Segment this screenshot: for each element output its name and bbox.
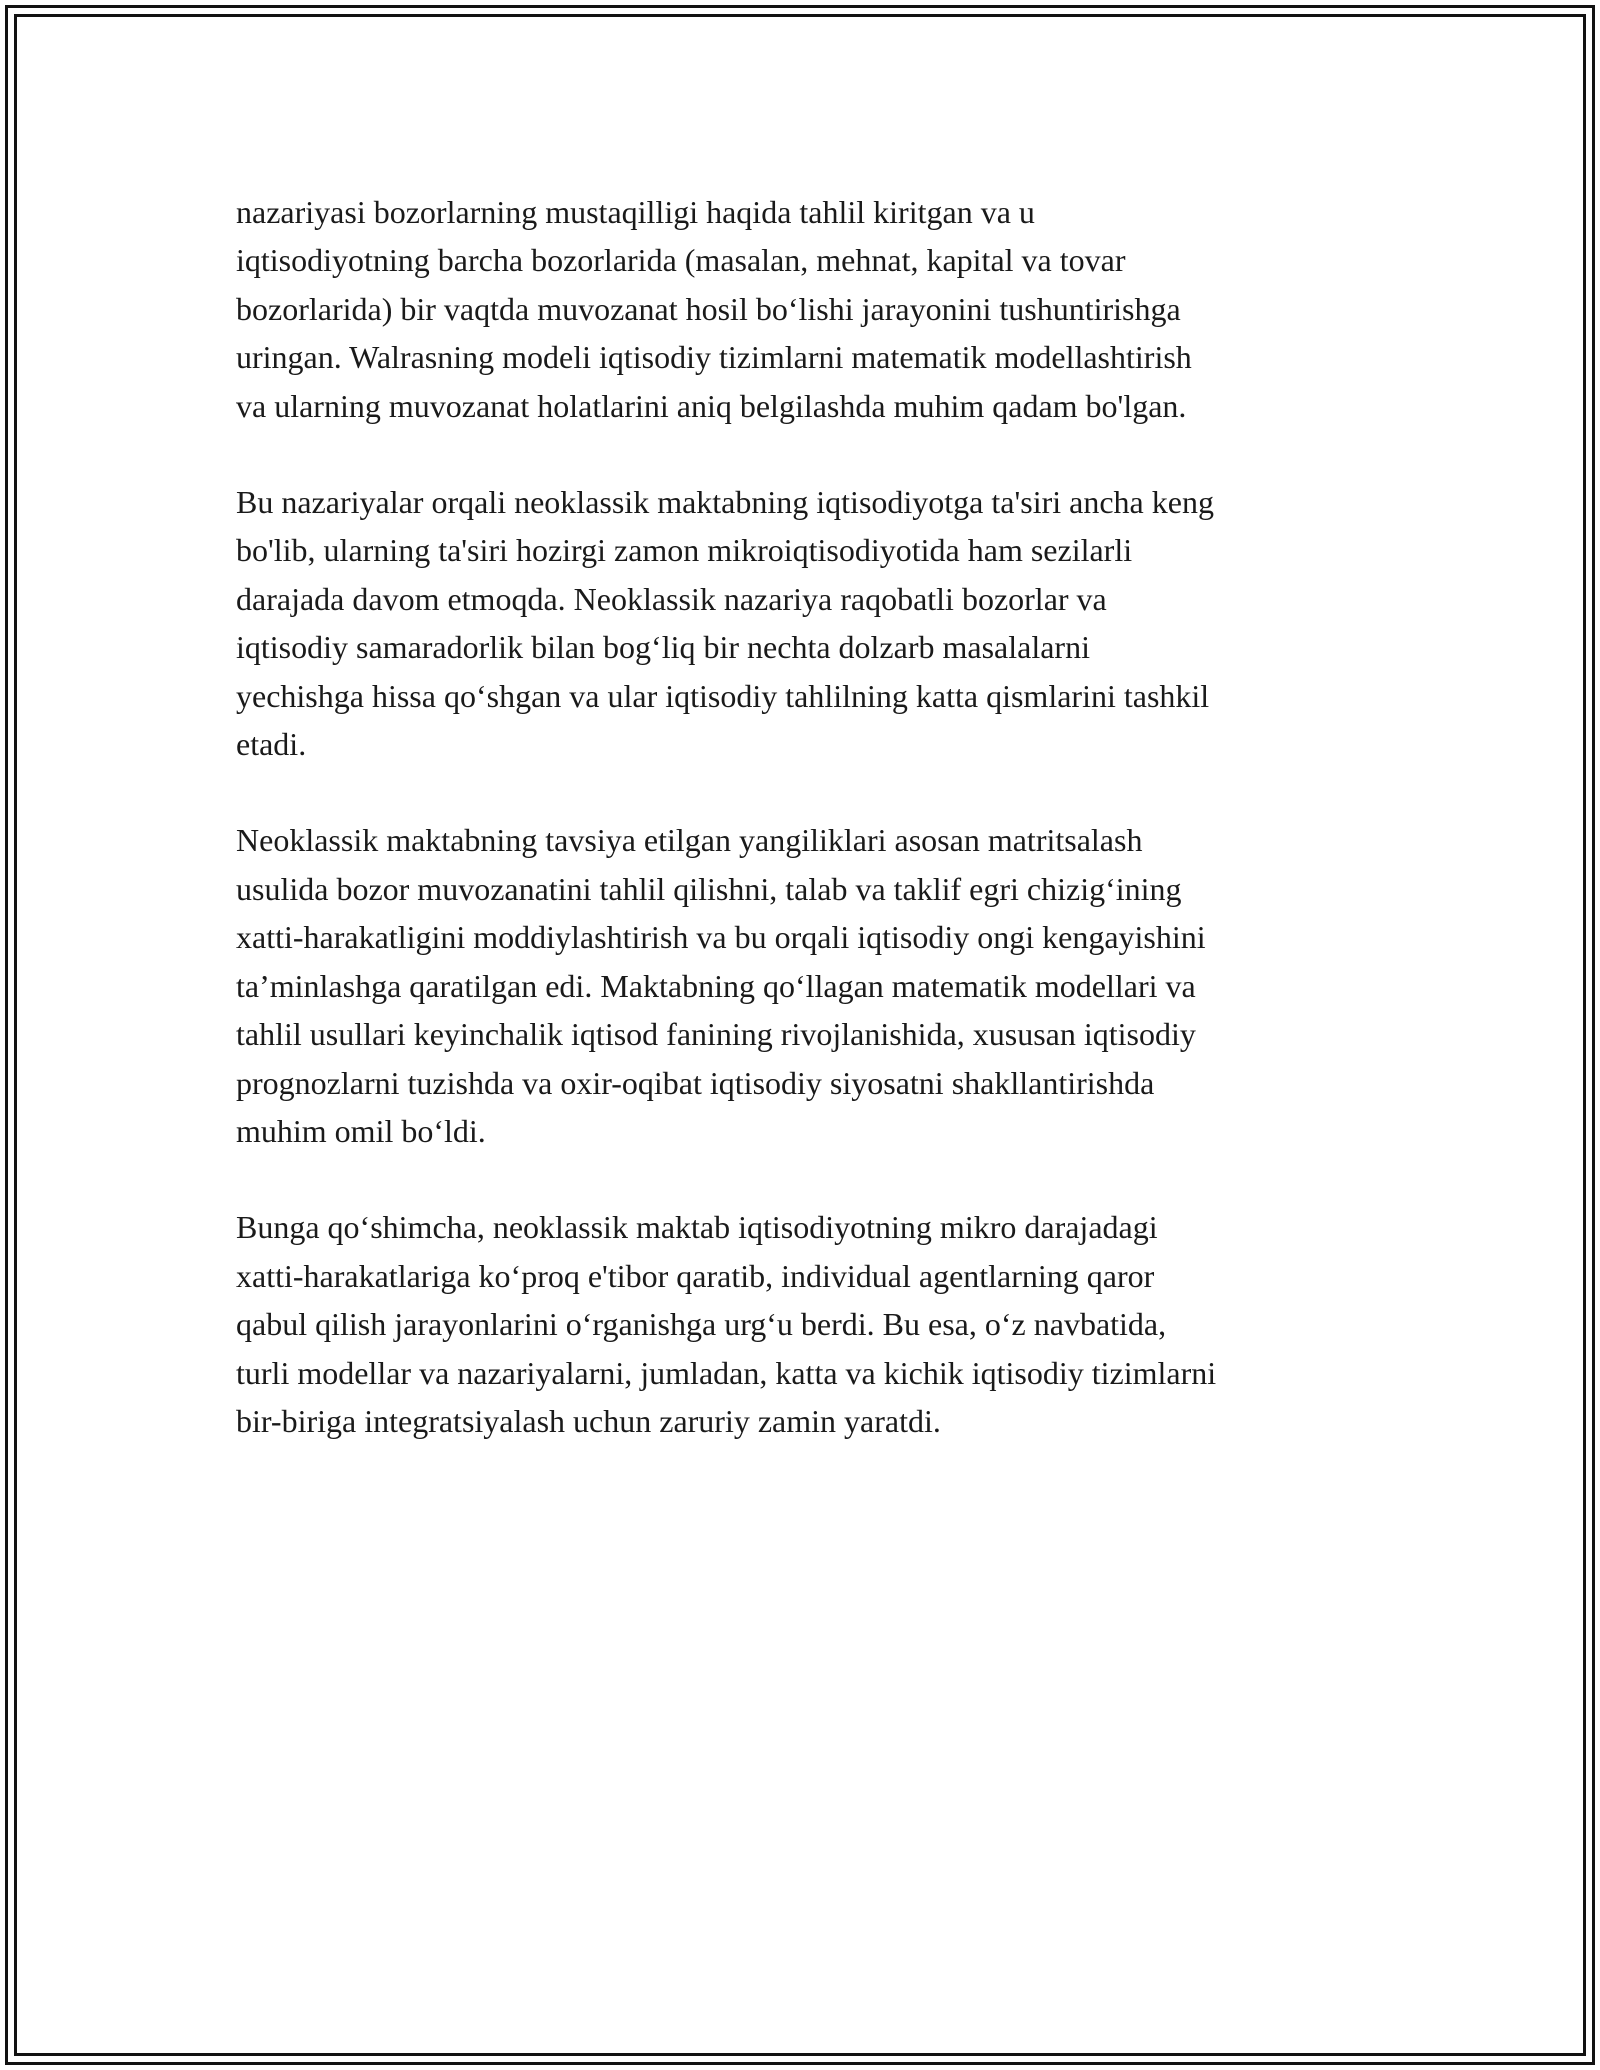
paragraph-4 <box>236 1203 1366 1445</box>
text-line: iqtisodiyotning barcha bozorlarida (masalan, mehnat, kapital va tovar <box>236 242 1126 279</box>
text-line: xatti-harakatligini moddiylashtirish va bu orqali iqtisodiy ongi kengayishini <box>236 919 1206 956</box>
text-line: nazariyasi bozorlarning mustaqilligi haqida tahlil kiritgan va u <box>236 194 1035 230</box>
text-line: xatti-harakatlariga ko‘proq e'tibor qaratib, individual agentlarning qaror <box>236 1257 1155 1294</box>
text-line: Neoklassik maktabning tavsiya etilgan yangiliklari asosan matritsalash <box>236 822 1143 859</box>
text-line: darajada davom etmoqda. Neoklassik nazariya raqobatli bozorlar va <box>236 580 1107 617</box>
paragraph-3 <box>236 816 1366 1155</box>
text-line: Bu nazariyalar orqali neoklassik maktabning iqtisodiyotga ta'siri ancha keng <box>236 484 1214 521</box>
document-body <box>236 188 1366 1493</box>
paragraph-2 <box>236 478 1366 768</box>
text-line: bir-biriga integratsiyalash uchun zaruriy zamin yaratdi. <box>236 1402 941 1439</box>
text-line: turli modellar va nazariyalarni, jumladan, katta va kichik iqtisodiy tizimlarni <box>236 1354 1217 1391</box>
text-line: etadi. <box>236 726 307 763</box>
text-line: Bunga qo‘shimcha, neoklassik maktab iqtisodiyotning mikro darajadagi <box>236 1209 1158 1246</box>
text-line: bozorlarida) bir vaqtda muvozanat hosil bo‘lishi jarayonini tushuntirishga <box>236 290 1181 327</box>
text-line: muhim omil bo‘ldi. <box>236 1112 486 1149</box>
text-line: iqtisodiy samaradorlik bilan bog‘liq bir nechta dolzarb masalalarni <box>236 629 1090 666</box>
text-line: va ularning muvozanat holatlarini aniq belgilashda muhim qadam bo'lgan. <box>236 387 1187 424</box>
text-line: usulida bozor muvozanatini tahlil qilishni, talab va taklif egri chizig‘ining <box>236 870 1182 907</box>
text-line: bo'lib, ularning ta'siri hozirgi zamon mikroiqtisodiyotida ham sezilarli <box>236 532 1133 569</box>
paragraph-1 <box>236 188 1366 430</box>
text-line: yechishga hissa qo‘shgan va ular iqtisodiy tahlilning katta qismlarini tashkil <box>236 677 1210 714</box>
text-line: tahlil usullari keyinchalik iqtisod fanining rivojlanishida, xususan iqtisodiy <box>236 1016 1196 1053</box>
text-line: qabul qilish jarayonlarini o‘rganishga urg‘u berdi. Bu esa, o‘z navbatida, <box>236 1306 1167 1343</box>
text-line: uringan. Walrasning modeli iqtisodiy tizimlarni matematik modellashtirish <box>236 339 1192 376</box>
text-line: ta’minlashga qaratilgan edi. Maktabning qo‘llagan matematik modellari va <box>236 967 1196 1004</box>
text-line: prognozlarni tuzishda va oxir-oqibat iqtisodiy siyosatni shakllantirishda <box>236 1064 1155 1101</box>
